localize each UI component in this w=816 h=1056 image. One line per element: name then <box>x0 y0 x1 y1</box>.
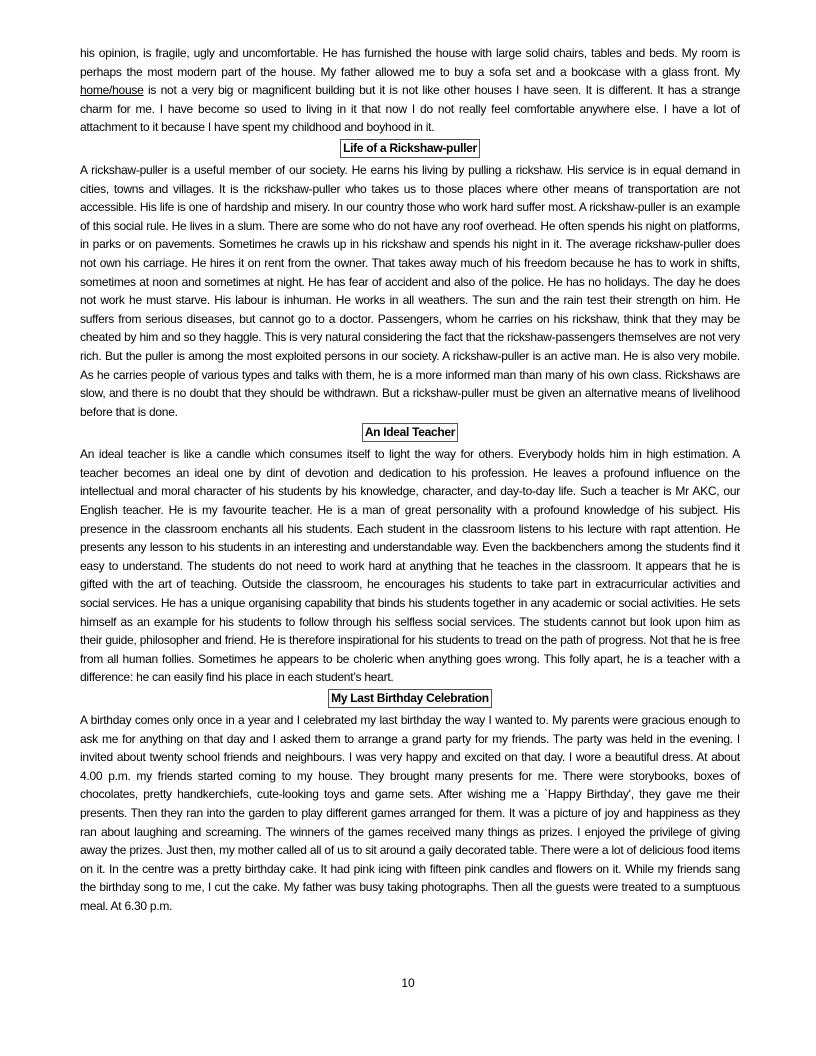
intro-text-end: is not a very big or magnificent building but it is not like other houses I have seen. It is different. It has a strange charm for me. I have become so used to living in it that now I do not really feel comfortable anywhere else. I have a lot of attachment to it because I have spent my childhood and boyhood in it. <box>80 83 740 135</box>
section-body-rickshaw: A rickshaw-puller is a useful member of our society. He earns his living by pulling a rickshaw. His service is in equal demand in cities, towns and villages. It is the rickshaw-puller who takes us to those places where other means of transportation are not accessible. His life is one of hardship and misery. In our country those who work hard suffer most. A rickshaw-puller is an example of this social rule. He lives in a slum. There are some who do not have any roof overhead. He often spends his night on platforms, in parks or on pavements. Sometimes he crawls up in his rickshaw and spends his night in it. The average rickshaw-puller does not own his carriage. He hires it on rent from the owner. That takes away much of his freedom because he has to work in shifts, sometimes at noon and sometimes at night. He has fear of accident and also of the police. He has no holidays. The day he does not work he must starve. His labour is inhuman. He works in all weathers. The sun and the rain test their strength on him. He suffers from serious diseases, but cannot go to a doctor. Passengers, whom he carries on his rickshaw, think that they may be cheated by him and so they haggle. This is very natural considering the fact that the rickshaw-passengers themselves are not very rich. But the puller is among the most exploited persons in our society. A rickshaw-puller is an active man. He is also very mobile. As he carries people of various types and talks with them, he is a more informed man than many of his own class. Rickshaws are slow, and there is no doubt that they should be withdrawn. But a rickshaw-puller must be given an alternative means of livelihood before that is done. <box>80 162 740 419</box>
intro-text-start: his opinion, is fragile, ugly and uncomfortable. He has furnished the house with large solid chairs, tables and beds. My room is perhaps the most modern part of the house. My father allowed me to buy a sofa set and a bookcase with a glass front. My <box>80 46 740 79</box>
section-heading-birthday: My Last Birthday Celebration <box>328 689 492 708</box>
underlined-term: home/house <box>80 83 144 98</box>
intro-paragraph <box>80 44 740 137</box>
section-heading-row <box>80 689 740 708</box>
section-heading-rickshaw: Life of a Rickshaw-puller <box>340 139 480 158</box>
document-page <box>80 44 740 916</box>
section-body-birthday: A birthday comes only once in a year and I celebrated my last birthday the way I wanted to. My parents were gracious enough to ask me for anything on that day and I asked them to arrange a grand party for my friends. The party was held in the evening. I invited about twenty school friends and neighbours. I was very happy and excited on that day. I wore a beautiful dress. At about 4.00 p.m. my friends started coming to my house. They brought many presents for me. There were storybooks, boxes of chocolates, pretty handkerchiefs, cute-looking toys and game sets. After wishing me a `Happy Birthday', they gave me their presents. Then they ran into the garden to play different games arranged for them. It was a picture of joy and happiness as they ran about laughing and screaming. The winners of the games received many things as prizes. I enjoyed the privilege of giving away the prizes. Just then, my mother called all of us to sit around a gaily decorated table. There were a lot of delicious food items on it. In the centre was a pretty birthday cake. It had pink icing with fifteen pink candles and flowers on it. While my friends sang the birthday song to me, I cut the cake. My father was busy taking photographs. Then all the guests were treated to a sumptuous meal. At 6.30 p.m. <box>80 713 740 913</box>
section-heading-row <box>80 139 740 158</box>
section-heading-row <box>80 423 740 442</box>
section-heading-teacher: An Ideal Teacher <box>362 423 458 442</box>
page-number: 10 <box>401 976 415 990</box>
section-body-teacher: An ideal teacher is like a candle which consumes itself to light the way for others. Everybody holds him in high estimation. A teacher becomes an ideal one by dint of devotion and dedication to his profession. He leaves a profound influence on the intellectual and moral character of his students by his knowledge, character, and day-to-day life. Such a teacher is Mr AKC, our English teacher. He is my favourite teacher. He is a man of great personality with a profound knowledge of his subject. His presence in the classroom enchants all his students. Each student in the classroom listens to his lecture with rapt attention. He presents any lesson to his students in an interesting and understandable way. Even the backbenchers among the students find it easy to understand. The students do not need to work hard at anything that he teaches in the classroom. It appears that he is gifted with the art of teaching. Outside the classroom, he encourages his students to take part in extracurricular activities and social services. He has a unique organising capability that binds his students together in any academic or social activities. He sets himself as an example for his students to follow through his selfless social services. The students cannot but look upon him as their guide, philosopher and friend. He is therefore inspirational for his students to tread on the path of progress. Not that he is free from all human follies. Sometimes he appears to be choleric when anything goes wrong. This folly apart, he is a teacher with a difference: he can easily find his place in each student’s heart. <box>80 447 740 685</box>
